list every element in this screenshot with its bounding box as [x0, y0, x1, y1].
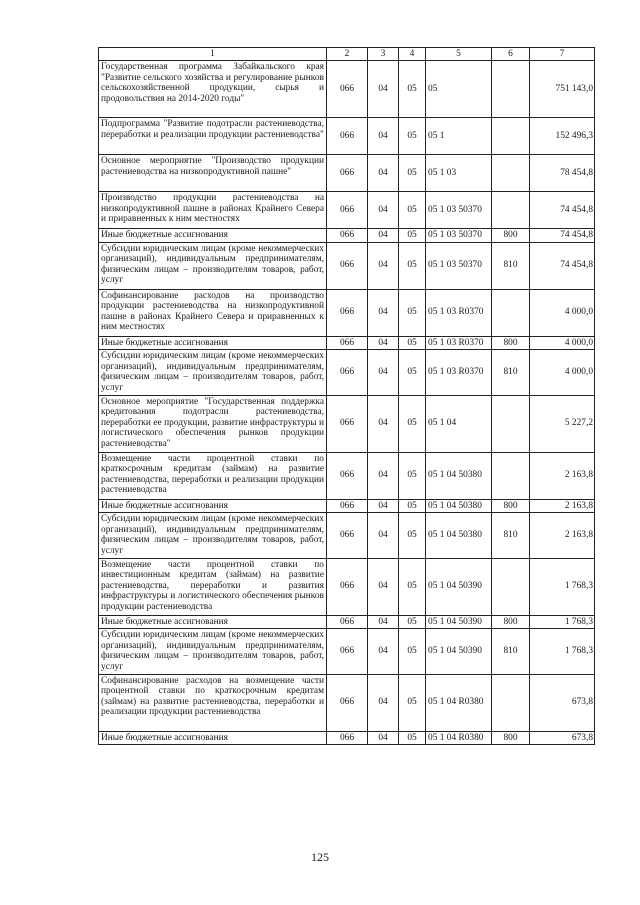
row-expense-type-cell: 810 — [492, 242, 530, 289]
row-expense-type-cell — [492, 452, 530, 499]
row-subsection-cell: 05 — [399, 395, 426, 452]
row-amount-cell: 2 163,8 — [530, 499, 595, 513]
row-target-cell: 05 1 03 R0370 — [426, 350, 492, 395]
table-row — [99, 615, 595, 629]
row-ministry-cell: 066 — [327, 229, 368, 243]
row-subsection-cell: 05 — [399, 336, 426, 350]
row-subsection-cell: 05 — [399, 350, 426, 395]
table-row — [99, 229, 595, 243]
row-section-cell: 04 — [368, 629, 399, 674]
row-ministry-cell: 066 — [327, 731, 368, 745]
row-name-cell: Иные бюджетные ассигнования — [99, 615, 327, 629]
row-ministry-cell: 066 — [327, 615, 368, 629]
row-ministry-cell: 066 — [327, 629, 368, 674]
row-name-cell: Субсидии юридическим лицам (кроме некоммерческих организаций), индивидуальным предпринимателям, физическим лицам – производителям товаров, работ, услуг — [99, 629, 327, 674]
row-amount-cell: 2 163,8 — [530, 513, 595, 558]
row-subsection-cell: 05 — [399, 192, 426, 229]
row-name-cell: Иные бюджетные ассигнования — [99, 731, 327, 745]
row-target-cell: 05 1 — [426, 118, 492, 155]
row-expense-type-cell — [492, 395, 530, 452]
row-expense-type-cell — [492, 155, 530, 192]
row-name-cell: Субсидии юридическим лицам (кроме некоммерческих организаций), индивидуальным предпринимателям, физическим лицам – производителям товаров, работ, услуг — [99, 513, 327, 558]
row-section-cell: 04 — [368, 395, 399, 452]
row-name-cell: Субсидии юридическим лицам (кроме некоммерческих организаций), индивидуальным предпринимателям, физическим лицам – производителям товаров, работ, услуг — [99, 350, 327, 395]
row-amount-cell: 4 000,0 — [530, 350, 595, 395]
row-ministry-cell: 066 — [327, 155, 368, 192]
row-section-cell: 04 — [368, 192, 399, 229]
row-name-cell: Софинансирование расходов на возмещение части процентной ставки по краткосрочным кредитам (займам) на развитие растениеводства, переработки и реализации продукции растениеводства — [99, 674, 327, 731]
row-target-cell: 05 1 04 50380 — [426, 513, 492, 558]
row-name-cell: Государственная программа Забайкальского края "Развитие сельского хозяйства и регулирование рынков сельскохозяйственной продукции, сырья и продовольствия на 2014-2020 годы" — [99, 61, 327, 118]
row-target-cell: 05 1 03 50370 — [426, 229, 492, 243]
table-row — [99, 118, 595, 155]
row-section-cell: 04 — [368, 229, 399, 243]
row-section-cell: 04 — [368, 155, 399, 192]
row-amount-cell: 78 454,8 — [530, 155, 595, 192]
row-amount-cell: 751 143,0 — [530, 61, 595, 118]
row-amount-cell: 74 454,8 — [530, 192, 595, 229]
row-ministry-cell: 066 — [327, 336, 368, 350]
table-row — [99, 395, 595, 452]
header-cell-5: 5 — [426, 48, 492, 61]
row-name-cell: Субсидии юридическим лицам (кроме некоммерческих организаций), индивидуальным предпринимателям, физическим лицам – производителям товаров, работ, услуг — [99, 242, 327, 289]
row-ministry-cell: 066 — [327, 452, 368, 499]
row-subsection-cell: 05 — [399, 674, 426, 731]
row-section-cell: 04 — [368, 452, 399, 499]
header-cell-3: 3 — [368, 48, 399, 61]
row-expense-type-cell: 800 — [492, 336, 530, 350]
row-amount-cell: 1 768,3 — [530, 558, 595, 615]
row-ministry-cell: 066 — [327, 674, 368, 731]
table-row — [99, 289, 595, 336]
row-amount-cell: 5 227,2 — [530, 395, 595, 452]
row-ministry-cell: 066 — [327, 289, 368, 336]
row-amount-cell: 74 454,8 — [530, 242, 595, 289]
page-number: 125 — [311, 850, 329, 864]
row-amount-cell: 4 000,0 — [530, 336, 595, 350]
row-expense-type-cell — [492, 289, 530, 336]
row-target-cell: 05 1 03 50370 — [426, 192, 492, 229]
row-expense-type-cell: 800 — [492, 615, 530, 629]
table-row — [99, 242, 595, 289]
row-amount-cell: 4 000,0 — [530, 289, 595, 336]
row-amount-cell: 152 496,3 — [530, 118, 595, 155]
row-section-cell: 04 — [368, 674, 399, 731]
row-amount-cell: 2 163,8 — [530, 452, 595, 499]
row-subsection-cell: 05 — [399, 242, 426, 289]
row-ministry-cell: 066 — [327, 513, 368, 558]
row-target-cell: 05 1 04 — [426, 395, 492, 452]
row-target-cell: 05 1 03 50370 — [426, 242, 492, 289]
row-subsection-cell: 05 — [399, 61, 426, 118]
header-cell-6: 6 — [492, 48, 530, 61]
row-section-cell: 04 — [368, 242, 399, 289]
table-row — [99, 499, 595, 513]
table-row — [99, 61, 595, 118]
row-subsection-cell: 05 — [399, 289, 426, 336]
row-subsection-cell: 05 — [399, 118, 426, 155]
row-expense-type-cell — [492, 558, 530, 615]
row-subsection-cell: 05 — [399, 558, 426, 615]
row-section-cell: 04 — [368, 350, 399, 395]
row-subsection-cell: 05 — [399, 513, 426, 558]
table-body — [99, 48, 595, 745]
row-target-cell: 05 1 03 R0370 — [426, 289, 492, 336]
table-row — [99, 336, 595, 350]
row-target-cell: 05 1 04 50380 — [426, 452, 492, 499]
table-row — [99, 558, 595, 615]
row-section-cell: 04 — [368, 336, 399, 350]
row-name-cell: Основное мероприятие "Государственная поддержка кредитования подотрасли растениеводства, переработки ее продукции, развитие инфраструктуры и логистического обеспечения рынков продукции растениеводства" — [99, 395, 327, 452]
row-section-cell: 04 — [368, 61, 399, 118]
row-expense-type-cell: 800 — [492, 731, 530, 745]
row-amount-cell: 1 768,3 — [530, 629, 595, 674]
row-section-cell: 04 — [368, 118, 399, 155]
row-name-cell: Иные бюджетные ассигнования — [99, 229, 327, 243]
row-amount-cell: 1 768,3 — [530, 615, 595, 629]
row-name-cell: Возмещение части процентной ставки по краткосрочным кредитам (займам) на развитие растениеводства, переработки и реализации продукции растениеводства — [99, 452, 327, 499]
row-name-cell: Иные бюджетные ассигнования — [99, 336, 327, 350]
table-row — [99, 731, 595, 745]
header-cell-7: 7 — [530, 48, 595, 61]
row-ministry-cell: 066 — [327, 395, 368, 452]
row-name-cell: Основное мероприятие "Производство продукции растениеводства на низкопродуктивной пашне" — [99, 155, 327, 192]
row-section-cell: 04 — [368, 615, 399, 629]
row-amount-cell: 673,8 — [530, 674, 595, 731]
table-row — [99, 155, 595, 192]
row-amount-cell: 673,8 — [530, 731, 595, 745]
row-subsection-cell: 05 — [399, 155, 426, 192]
row-subsection-cell: 05 — [399, 452, 426, 499]
row-section-cell: 04 — [368, 499, 399, 513]
table-row — [99, 192, 595, 229]
row-expense-type-cell — [492, 192, 530, 229]
row-name-cell: Софинансирование расходов на производство продукции растениеводства на низкопродуктивной пашне в районах Крайнего Севера и приравненных к ним местностях — [99, 289, 327, 336]
table-row — [99, 629, 595, 674]
table-row — [99, 350, 595, 395]
row-name-cell: Иные бюджетные ассигнования — [99, 499, 327, 513]
row-section-cell: 04 — [368, 731, 399, 745]
row-subsection-cell: 05 — [399, 499, 426, 513]
row-ministry-cell: 066 — [327, 118, 368, 155]
row-expense-type-cell: 800 — [492, 499, 530, 513]
row-subsection-cell: 05 — [399, 229, 426, 243]
row-target-cell: 05 1 04 50380 — [426, 499, 492, 513]
row-ministry-cell: 066 — [327, 558, 368, 615]
row-expense-type-cell — [492, 118, 530, 155]
row-target-cell: 05 1 04 R0380 — [426, 731, 492, 745]
row-section-cell: 04 — [368, 289, 399, 336]
row-name-cell: Возмещение части процентной ставки по инвестиционным кредитам (займам) на развитие растениеводства, переработки и развития инфраструктуры и логистического обеспечения рынков продукции растениеводства — [99, 558, 327, 615]
table-row — [99, 674, 595, 731]
row-target-cell: 05 — [426, 61, 492, 118]
row-name-cell: Производство продукции растениеводства на низкопродуктивной пашне в районах Крайнего Севера и приравненных к ним местностях — [99, 192, 327, 229]
row-ministry-cell: 066 — [327, 499, 368, 513]
row-expense-type-cell: 800 — [492, 229, 530, 243]
header-cell-4: 4 — [399, 48, 426, 61]
header-cell-1: 1 — [99, 48, 327, 61]
row-section-cell: 04 — [368, 513, 399, 558]
row-target-cell: 05 1 03 — [426, 155, 492, 192]
row-name-cell: Подпрограмма "Развитие подотрасли растениеводства, переработки и реализации продукции растениеводства" — [99, 118, 327, 155]
table-row — [99, 452, 595, 499]
row-expense-type-cell — [492, 674, 530, 731]
row-section-cell: 04 — [368, 558, 399, 615]
row-subsection-cell: 05 — [399, 615, 426, 629]
row-ministry-cell: 066 — [327, 242, 368, 289]
header-cell-2: 2 — [327, 48, 368, 61]
row-amount-cell: 74 454,8 — [530, 229, 595, 243]
row-target-cell: 05 1 04 R0380 — [426, 674, 492, 731]
table-header-row — [99, 48, 595, 61]
row-ministry-cell: 066 — [327, 350, 368, 395]
row-target-cell: 05 1 04 50390 — [426, 629, 492, 674]
row-subsection-cell: 05 — [399, 629, 426, 674]
row-target-cell: 05 1 03 R0370 — [426, 336, 492, 350]
row-expense-type-cell: 810 — [492, 513, 530, 558]
row-target-cell: 05 1 04 50390 — [426, 558, 492, 615]
row-ministry-cell: 066 — [327, 192, 368, 229]
row-target-cell: 05 1 04 50390 — [426, 615, 492, 629]
row-expense-type-cell: 810 — [492, 629, 530, 674]
budget-table — [98, 47, 595, 745]
row-subsection-cell: 05 — [399, 731, 426, 745]
table-row — [99, 513, 595, 558]
row-expense-type-cell: 810 — [492, 350, 530, 395]
row-expense-type-cell — [492, 61, 530, 118]
row-ministry-cell: 066 — [327, 61, 368, 118]
